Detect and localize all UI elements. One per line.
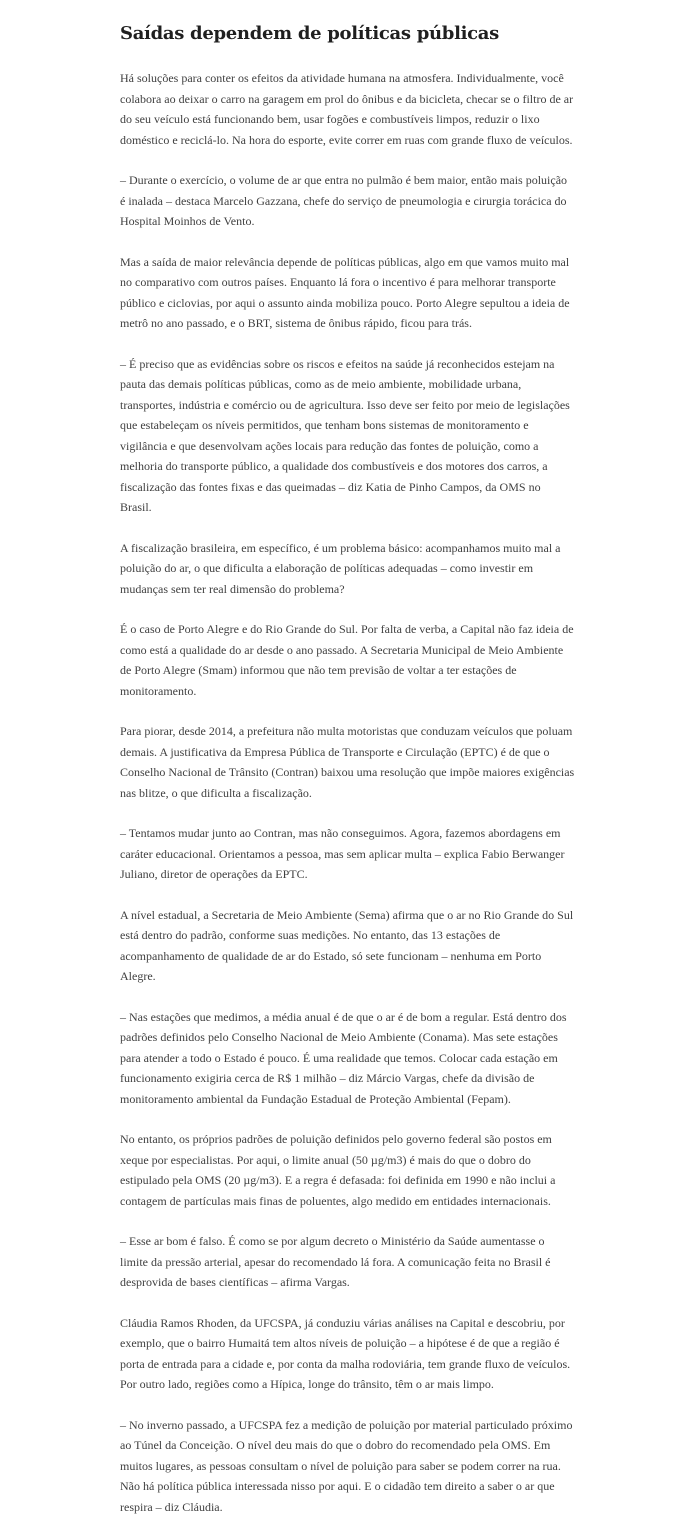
- paragraph-quote-claudia: – No inverno passado, a UFCSPA fez a medição de poluição por material particulado próximo ao Túnel da Conceição. O nível deu mais do que o dobro do recomendado pela OMS. Em muitos lugares, as pessoas consultam o nível de poluição para saber se podem correr na rua. Não há política pública interessada nisso por aqui. E o cidadão tem direito a saber o ar que respira – diz Cláudia.: [120, 1417, 573, 1514]
- paragraph-quote-vargas-2: – Esse ar bom é falso. É como se por algum decreto o Ministério da Saúde aumentasse o limite da pressão arterial, apesar do recomendado lá fora. A comunicação feita no Brasil é desprovida de bases científicas – afirma Vargas.: [120, 1234, 551, 1289]
- paragraph-quote-juliano: – Tentamos mudar junto ao Contran, mas não conseguimos. Agora, fazemos abordagens em caráter educacional. Orientamos a pessoa, mas sem aplicar multa – explica Fabio Berwanger Juliano, diretor de operações da EPTC.: [120, 826, 565, 881]
- paragraph-quote-gazzana: – Durante o exercício, o volume de ar que entra no pulmão é bem maior, então mais poluição é inalada – destaca Marcelo Gazzana, chefe do serviço de pneumologia e cirurgia torácica do Hospital Moinhos de Vento.: [120, 173, 568, 228]
- paragraph-porto-alegre: É o caso de Porto Alegre e do Rio Grande do Sul. Por falta de verba, a Capital não faz ideia de como está a qualidade do ar desde o ano passado. A Secretaria Municipal de Meio Ambiente de Porto Alegre (Smam) informou que não tem previsão de voltar a ter estações de monitoramento.: [120, 622, 574, 698]
- paragraph-rhoden: Cláudia Ramos Rhoden, da UFCSPA, já conduziu várias análises na Capital e descobriu, por exemplo, que o bairro Humaitá tem altos níveis de poluição – a hipótese é de que a região é porta de entrada para a cidade e, por conta da malha rodoviária, tem grande fluxo de veículos. Por outro lado, regiões como a Hípica, longe do trânsito, têm o ar mais limpo.: [120, 1315, 571, 1391]
- article: [120, 20, 575, 1537]
- paragraph-public-policy: Mas a saída de maior relevância depende de políticas públicas, algo em que vamos muito mal no comparativo com outros países. Enquanto lá fora o incentivo é para melhorar transporte público e ciclovias, por aqui o assunto ainda mobiliza pouco. Porto Alegre sepultou a ideia de metrô no ano passado, e o BRT, sistema de ônibus rápido, ficou para trás.: [120, 254, 570, 330]
- paragraph-state-level: A nível estadual, a Secretaria de Meio Ambiente (Sema) afirma que o ar no Rio Grande do Sul está dentro do padrão, conforme suas medições. No entanto, das 13 estações de acompanhamento de qualidade de ar do Estado, só sete funcionam – nenhuma em Porto Alegre.: [120, 907, 574, 983]
- paragraph-quote-vargas: – Nas estações que medimos, a média anual é de que o ar é de bom a regular. Está dentro dos padrões definidos pelo Conselho Nacional de Meio Ambiente (Conama). Mas sete estações para atender a todo o Estado é pouco. É uma realidade que temos. Colocar cada estação em funcionamento exigiria cerca de R$ 1 milhão – diz Márcio Vargas, chefe da divisão de monitoramento ambiental da Fundação Estadual de Proteção Ambiental (Fepam).: [120, 1009, 567, 1106]
- paragraph-standards: No entanto, os próprios padrões de poluição definidos pelo governo federal são postos em xeque por especialistas. Por aqui, o limite anual (50 µg/m3) é mais do que o dobro do estipulado pela OMS (20 µg/m3). E a regra é defasada: foi definida em 1990 e não inclui a contagem de partículas mais finas de poluentes, algo medido em entidades internacionais.: [120, 1132, 556, 1208]
- paragraph-inspection: A fiscalização brasileira, em específico, é um problema básico: acompanhamos muito mal a poluição do ar, o que dificulta a elaboração de políticas adequadas – como investir em mudanças sem ter real dimensão do problema?: [120, 540, 561, 596]
- paragraph-intro: Há soluções para conter os efeitos da atividade humana na atmosfera. Individualmente, você colabora ao deixar o carro na garagem em prol do ônibus e da bicicleta, checar se o filtro de ar do seu veículo está funcionando bem, usar fogões e combustíveis limpos, reduzir o lixo doméstico e reciclá-lo. Na hora do esporte, evite correr em ruas com grande fluxo de veículos.: [120, 71, 574, 147]
- paragraph-quote-campos: – É preciso que as evidências sobre os riscos e efeitos na saúde já reconhecidos estejam na pauta das demais políticas públicas, como as de meio ambiente, mobilidade urbana, transportes, indústria e comércio ou de agricultura. Isso deve ser feito por meio de legislações que estabeleçam os níveis permitidos, que tenham bons sistemas de monitoramento e vigilância e que desenvolvam ações locais para redução das fontes de poluição, como a melhoria do transporte público, a qualidade dos combustíveis e dos motores dos carros, a fiscalização das fontes fixas e das queimadas – diz Katia de Pinho Campos, da OMS no Brasil.: [120, 356, 570, 514]
- article-title: Saídas dependem de políticas públicas: [120, 23, 500, 44]
- paragraph-fines: Para piorar, desde 2014, a prefeitura não multa motoristas que conduzam veículos que poluam demais. A justificativa da Empresa Pública de Transporte e Circulação (EPTC) é de que o Conselho Nacional de Trânsito (Contran) baixou uma resolução que impõe maiores exigências nas blitze, o que dificulta a fiscalização.: [120, 724, 575, 800]
